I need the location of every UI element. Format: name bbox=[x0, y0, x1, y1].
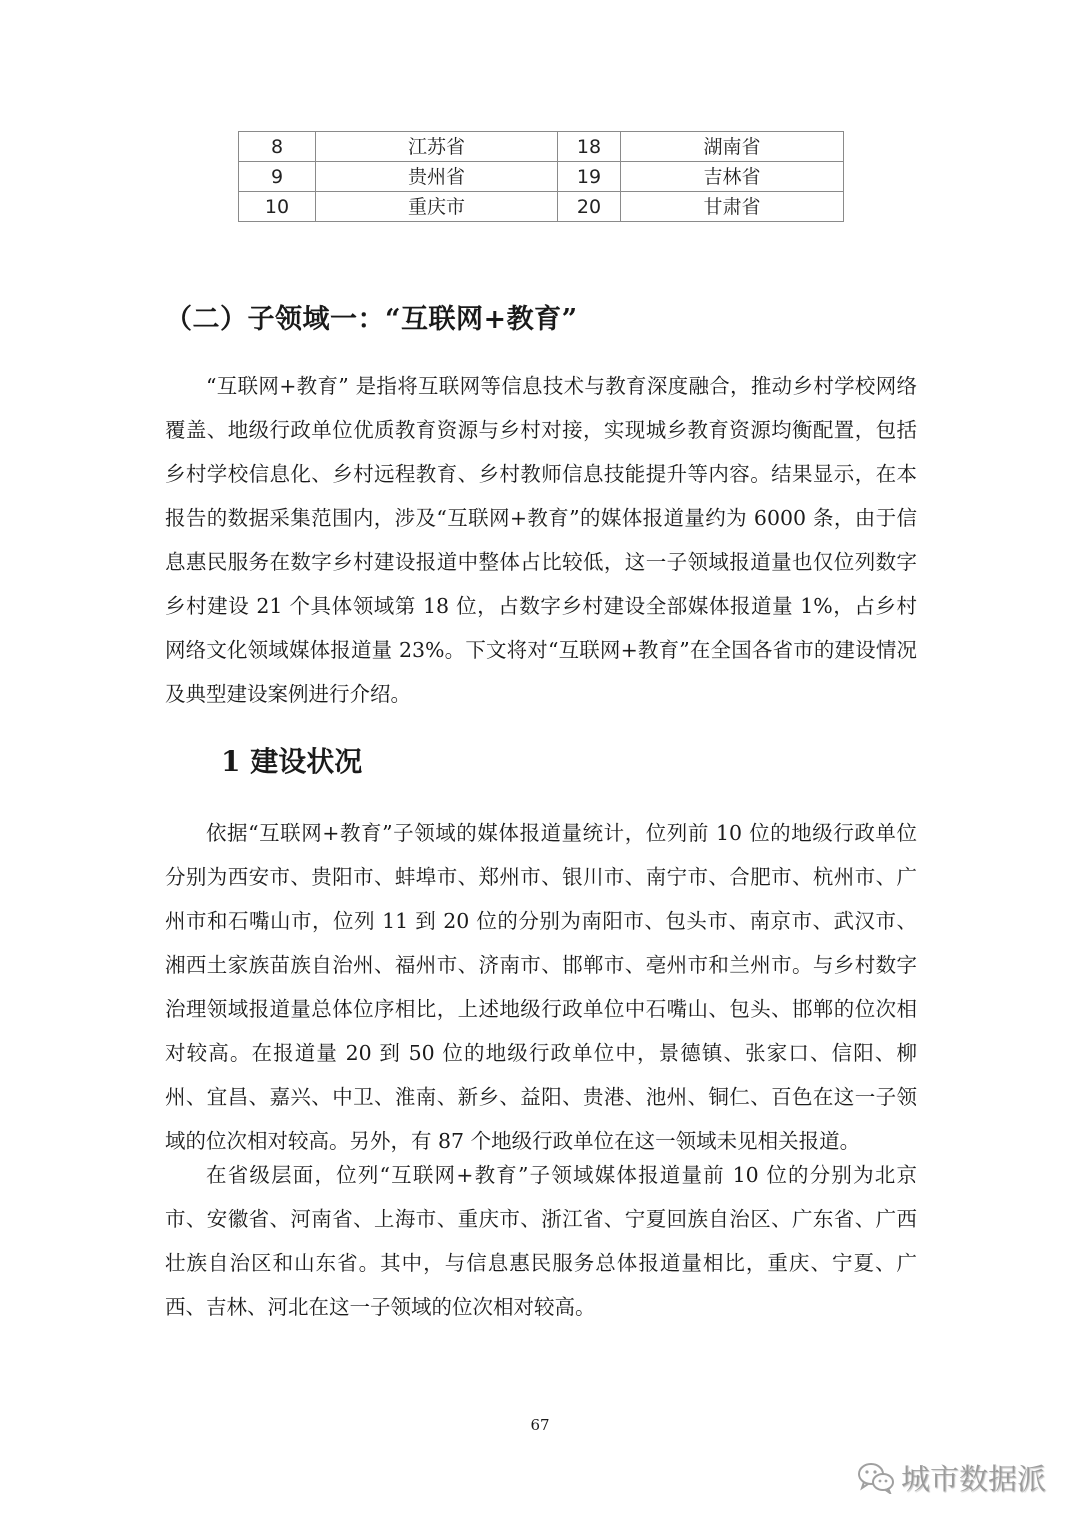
watermark bbox=[857, 1457, 1046, 1498]
table-cell: 贵州省 bbox=[316, 162, 558, 192]
table-cell: 湖南省 bbox=[621, 132, 844, 162]
watermark-text: 城市数据派 bbox=[900, 1462, 1046, 1496]
wechat-icon bbox=[857, 1462, 895, 1494]
table-cell: 8 bbox=[239, 132, 316, 162]
table-row bbox=[239, 162, 844, 192]
table-cell: 9 bbox=[239, 162, 316, 192]
table-cell: 20 bbox=[558, 192, 621, 222]
table-cell: 18 bbox=[558, 132, 621, 162]
table-cell: 甘肃省 bbox=[621, 192, 844, 222]
table-row bbox=[239, 132, 844, 162]
page-number: 67 bbox=[530, 1416, 550, 1434]
table-cell: 江苏省 bbox=[316, 132, 558, 162]
body-paragraph: 依据“互联网+教育”子领域的媒体报道量统计，位列前 10 位的地级行政单位分别为西安市、贵阳市、蚌埠市、郑州市、银川市、南宁市、合肥市、杭州市、广州市和石嘴山市，位列 11 到 20 位的分别为南阳市、包头市、南京市、武汉市、湘西土家族苗族自治州、福州市、济南市、邯郸市、亳州市和兰州市。与乡村数字治理领域报道量总体位序相比，上述地级行政单位中石嘴山、包头、邯郸的位次相对较高。在报道量 20 到 50 位的地级行政单位中，景德镇、张家口、信阳、柳州、宜昌、嘉兴、中卫、淮南、新乡、益阳、贵港、池州、铜仁、百色在这一子领域的位次相对较高。另外，有 87 个地级行政单位在这一领域未见相关报道。 bbox=[165, 821, 917, 1153]
body-paragraph: 在省级层面，位列“互联网+教育”子领域媒体报道量前 10 位的分别为北京市、安徽省、河南省、上海市、重庆市、浙江省、宁夏回族自治区、广东省、广西壮族自治区和山东省。其中，与信息惠民服务总体报道量相比，重庆、宁夏、广西、吉林、河北在这一子领域的位次相对较高。 bbox=[165, 1163, 917, 1319]
table-row bbox=[239, 192, 844, 222]
body-paragraph: “互联网+教育” 是指将互联网等信息技术与教育深度融合，推动乡村学校网络覆盖、地级行政单位优质教育资源与乡村对接，实现城乡教育资源均衡配置，包括乡村学校信息化、乡村远程教育、乡村教师信息技能提升等内容。结果显示，在本报告的数据采集范围内，涉及“互联网+教育”的媒体报道量约为 6000 条，由于信息惠民服务在数字乡村建设报道中整体占比较低，这一子领域报道量也仅位列数字乡村建设 21 个具体领域第 18 位，占数字乡村建设全部媒体报道量 1%，占乡村网络文化领域媒体报道量 23%。下文将对“互联网+教育”在全国各省市的建设情况及典型建设案例进行介绍。 bbox=[165, 374, 917, 706]
table-cell: 10 bbox=[239, 192, 316, 222]
subsection-heading: 1 建设状况 bbox=[221, 745, 363, 778]
table-cell: 19 bbox=[558, 162, 621, 192]
ranking-table bbox=[238, 131, 844, 222]
table-cell: 重庆市 bbox=[316, 192, 558, 222]
section-heading: （二）子领域一：“互联网+教育” bbox=[165, 304, 578, 335]
table-cell: 吉林省 bbox=[621, 162, 844, 192]
